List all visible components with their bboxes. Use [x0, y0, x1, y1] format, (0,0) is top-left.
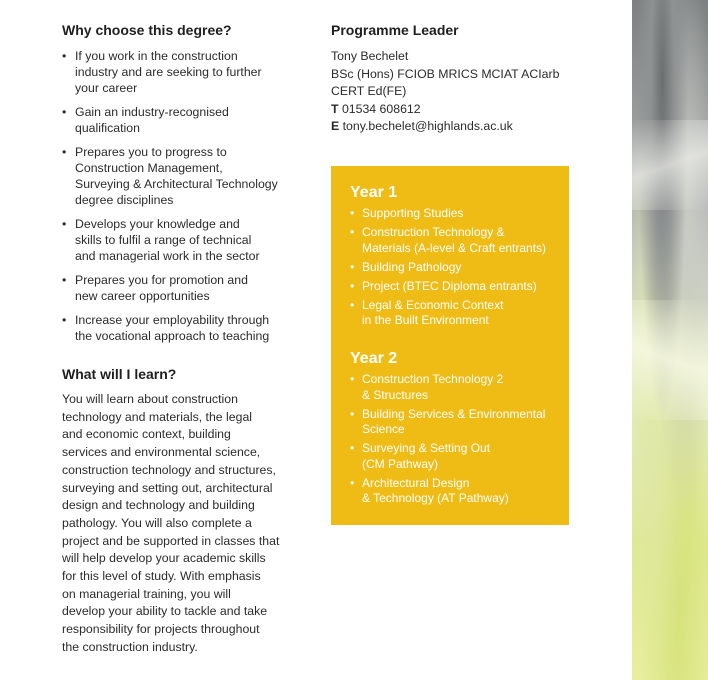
year-2-section — [350, 349, 565, 510]
module-item: • Building Pathology — [350, 260, 565, 276]
leader-email-line — [331, 118, 571, 136]
year-1-module-list — [350, 206, 565, 329]
why-bullet: • Prepares you to progress to Construction Management, Surveying & Architectural Technology degree disciplines — [62, 144, 302, 208]
year-1-heading: Year 1 — [350, 184, 398, 201]
module-item: • Surveying & Setting Out (CM Pathway) — [350, 441, 565, 472]
module-item: • Construction Technology 2 & Structures — [350, 372, 565, 403]
year-2-module-list — [350, 372, 565, 507]
leader-qualifications-cont: CERT Ed(FE) — [331, 84, 407, 99]
year-1-section — [350, 183, 565, 332]
leader-phone: 01534 608612 — [341, 101, 421, 116]
worker-photo — [632, 0, 708, 680]
module-item: • Legal & Economic Context in the Built Environment — [350, 298, 565, 329]
photo-highlight — [632, 120, 708, 210]
module-item: • Building Services & Environmental Science — [350, 407, 565, 438]
why-bullet: • Gain an industry-recognised qualification — [62, 104, 302, 136]
photo-highlight — [632, 300, 708, 420]
year-2-heading: Year 2 — [350, 350, 398, 367]
leader-email: tony.bechelet@highlands.ac.uk — [342, 119, 513, 134]
phone-label: T — [331, 101, 339, 116]
learn-heading: What will I learn? — [62, 366, 177, 382]
leader-details — [331, 48, 571, 136]
leader-section — [331, 20, 571, 136]
left-column — [62, 20, 302, 657]
leader-name: Tony Bechelet — [331, 49, 409, 63]
module-item: • Construction Technology & Materials (A-level & Craft entrants) — [350, 225, 565, 256]
leader-heading: Programme Leader — [331, 22, 459, 38]
learn-paragraph: You will learn about construction technology and materials, the legal and economic context, building services and environmental science, construction technology and structures, surveying and setting out, architectural design and technology and building pathology. You will also complete a project and be supported in classes that will help develop your academic skills for this level of study. With emphasis on managerial training, you will develop your ability to tackle and take responsibility for projects throughout the construction industry. — [62, 392, 280, 654]
why-bullet: • Develops your knowledge and skills to fulfil a range of technical and managerial work in the sector — [62, 216, 302, 264]
leader-qualifications: BSc (Hons) FCIOB MRICS MCIAT ACIarb — [331, 66, 560, 81]
module-item: • Architectural Design & Technology (AT Pathway) — [350, 476, 565, 507]
why-bullet: • Prepares you for promotion and new career opportunities — [62, 272, 302, 304]
why-bullet: • If you work in the construction industry and are seeking to further your career — [62, 48, 302, 96]
why-bullet-list — [62, 48, 302, 344]
why-bullet: • Increase your employability through the vocational approach to teaching — [62, 312, 302, 344]
leader-phone-line — [331, 101, 571, 119]
email-label: E — [331, 119, 340, 134]
module-item: • Project (BTEC Diploma entrants) — [350, 279, 565, 295]
modules-box — [331, 166, 569, 525]
module-item: • Supporting Studies — [350, 206, 565, 222]
why-heading: Why choose this degree? — [62, 22, 232, 38]
